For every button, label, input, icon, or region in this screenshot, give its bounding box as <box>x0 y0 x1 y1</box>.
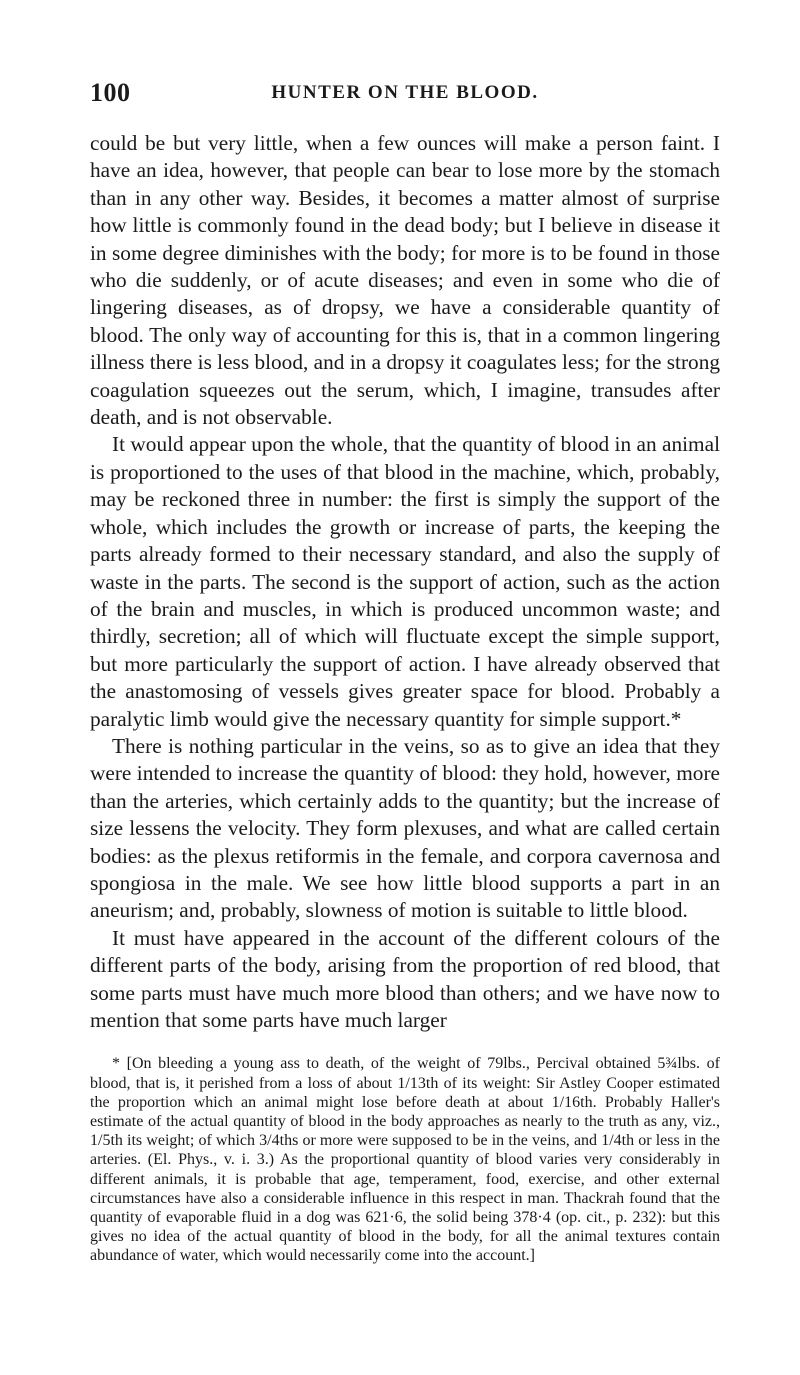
paragraph-veins: There is nothing particular in the veins, so as to give an idea that they were intended to increase the quantity of blood: they hold, however, more than the arteries, which certainly adds to the quantity; but the increase of size lessens the velocity. They form plexuses, and what are called certain bodies: as the plexus retiformis in the female, and corpora cavernosa and spongiosa in the male. We see how little blood supports a part in an aneurism; and, probably, slowness of motion is suitable to little blood. <box>90 733 720 923</box>
running-head: HUNTER ON THE BLOOD. <box>271 82 539 103</box>
paragraph-colours: It must have appeared in the account of the different colours of the different parts of the body, arising from the proportion of red blood, that some parts must have much more blood than others; and we have now to mention that some parts have much larger <box>90 925 720 1032</box>
paragraph-continued: could be but very little, when a few ounces will make a person faint. I have an idea, however, that people can bear to lose more by the stomach than in any other way. Besides, it becomes a matter almost of surprise how little is commonly found in the dead body; but I believe in disease it in some degree diminishes with the body; for more is to be found in those who die suddenly, or of acute diseases; and even in some who die of lingering diseases, as of dropsy, we have a considerable quantity of blood. The only way of accounting for this is, that in a common lingering illness there is less blood, and in a dropsy it coagulates less; for the strong coagulation squeezes out the serum, which, I imagine, transudes after death, and is not observable. <box>90 131 720 430</box>
paragraph-quantity-of-blood: It would appear upon the whole, that the quantity of blood in an animal is proportioned to the uses of that blood in the machine, which, probably, may be reckoned three in number: the first is simply the support of the whole, which includes the growth or increase of parts, the keeping the parts already formed to their necessary standard, and also the supply of waste in the parts. The second is the support of action, such as the action of the brain and muscles, in which is produced uncommon waste; and thirdly, secretion; all of which will fluctuate except the simple support, but more particularly the support of action. I have already observed that the anastomosing of vessels gives greater space for blood. Probably a paralytic limb would give the necessary quantity for simple support.* <box>90 432 720 731</box>
body-text <box>90 130 720 1034</box>
footnote: * [On bleeding a young ass to death, of the weight of 79lbs., Percival obtained 5¾lbs. of blood, that is, it perished from a loss of about 1/13th of its weight: Sir Astley Cooper estimated the proportion which an animal might lose before death at about 1/16th. Probably Haller's estimate of the actual quantity of blood in the body approaches as nearly to the truth as any, viz., 1/5th its weight; of which 3/4ths or more were supposed to be in the veins, and 1/4th or less in the arteries. (El. Phys., v. i. 3.) As the proportional quantity of blood varies very considerably in different animals, it is probable that age, temperament, food, exercise, and other external circumstances have also a considerable influence in this respect in man. Thackrah found that the quantity of evaporable fluid in a dog was 621·6, the solid being 378·4 (op. cit., p. 232): but this gives no idea of the actual quantity of blood in the body, for all the animal textures contain abundance of water, which would necessarily come into the account.] <box>90 1055 720 1265</box>
page-header <box>90 78 720 108</box>
page-number: 100 <box>90 78 131 107</box>
book-page <box>90 78 720 1266</box>
